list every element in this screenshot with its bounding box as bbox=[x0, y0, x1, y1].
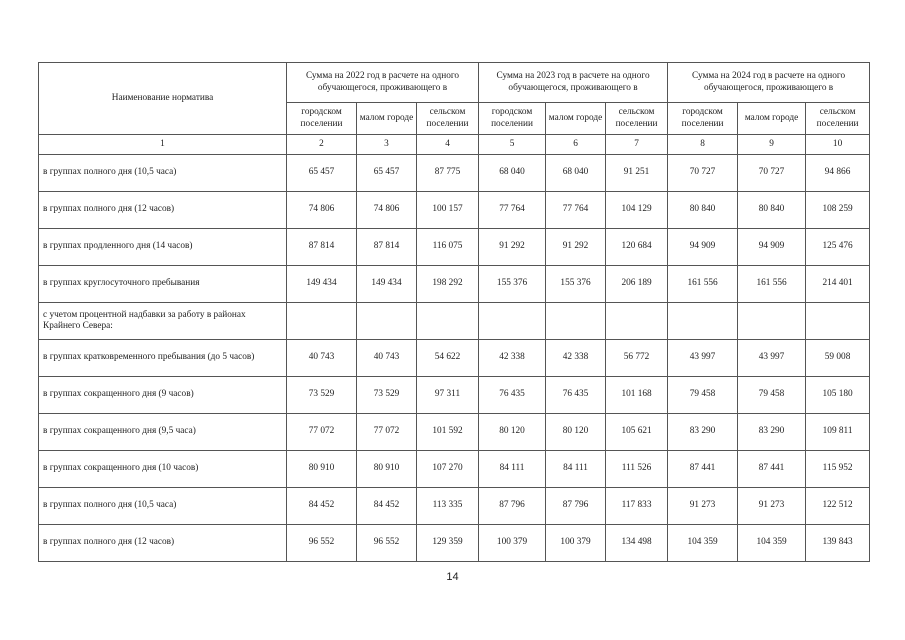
value-cell: 65 457 bbox=[287, 155, 357, 192]
column-index-cell: 1 bbox=[39, 135, 287, 155]
value-cell: 104 359 bbox=[738, 525, 806, 562]
column-index-cell: 10 bbox=[806, 135, 870, 155]
value-cell: 96 552 bbox=[357, 525, 417, 562]
value-cell: 109 811 bbox=[806, 414, 870, 451]
value-cell: 84 452 bbox=[287, 488, 357, 525]
value-cell: 129 359 bbox=[417, 525, 479, 562]
value-cell: 74 806 bbox=[287, 192, 357, 229]
value-cell: 77 072 bbox=[357, 414, 417, 451]
value-cell bbox=[806, 303, 870, 340]
norms-table bbox=[38, 62, 870, 562]
value-cell: 87 814 bbox=[287, 229, 357, 266]
value-cell: 155 376 bbox=[546, 266, 606, 303]
value-cell: 42 338 bbox=[479, 340, 546, 377]
value-cell: 87 775 bbox=[417, 155, 479, 192]
column-index-cell: 4 bbox=[417, 135, 479, 155]
header-sub-cell: малом городе bbox=[738, 103, 806, 135]
row-name-cell: в группах сокращенного дня (10 часов) bbox=[39, 451, 287, 488]
value-cell: 161 556 bbox=[738, 266, 806, 303]
row-name-cell: в группах полного дня (10,5 часа) bbox=[39, 488, 287, 525]
value-cell bbox=[668, 303, 738, 340]
column-index-cell: 6 bbox=[546, 135, 606, 155]
value-cell: 198 292 bbox=[417, 266, 479, 303]
table-row bbox=[39, 192, 870, 229]
row-name-cell: с учетом процентной надбавки за работу в районах Крайнего Севера: bbox=[39, 303, 287, 340]
header-sub-cell: сельском поселении bbox=[606, 103, 668, 135]
value-cell: 73 529 bbox=[287, 377, 357, 414]
value-cell: 80 120 bbox=[479, 414, 546, 451]
value-cell: 87 814 bbox=[357, 229, 417, 266]
value-cell: 42 338 bbox=[546, 340, 606, 377]
value-cell bbox=[738, 303, 806, 340]
value-cell: 87 796 bbox=[546, 488, 606, 525]
table-row bbox=[39, 229, 870, 266]
value-cell: 68 040 bbox=[479, 155, 546, 192]
value-cell bbox=[357, 303, 417, 340]
header-year-2024: Сумма на 2024 год в расчете на одного обучающегося, проживающего в bbox=[668, 63, 870, 103]
value-cell: 101 168 bbox=[606, 377, 668, 414]
value-cell bbox=[417, 303, 479, 340]
value-cell: 100 157 bbox=[417, 192, 479, 229]
value-cell: 80 910 bbox=[287, 451, 357, 488]
table-row bbox=[39, 377, 870, 414]
value-cell: 125 476 bbox=[806, 229, 870, 266]
value-cell: 87 441 bbox=[738, 451, 806, 488]
header-sub-cell: городском поселении bbox=[479, 103, 546, 135]
column-index-cell: 5 bbox=[479, 135, 546, 155]
value-cell: 40 743 bbox=[357, 340, 417, 377]
value-cell: 108 259 bbox=[806, 192, 870, 229]
column-index-cell: 7 bbox=[606, 135, 668, 155]
value-cell: 40 743 bbox=[287, 340, 357, 377]
value-cell: 80 120 bbox=[546, 414, 606, 451]
value-cell: 113 335 bbox=[417, 488, 479, 525]
value-cell: 91 273 bbox=[668, 488, 738, 525]
value-cell: 161 556 bbox=[668, 266, 738, 303]
value-cell: 105 621 bbox=[606, 414, 668, 451]
row-name-cell: в группах полного дня (12 часов) bbox=[39, 525, 287, 562]
value-cell: 100 379 bbox=[479, 525, 546, 562]
value-cell: 59 008 bbox=[806, 340, 870, 377]
value-cell: 100 379 bbox=[546, 525, 606, 562]
header-sub-cell: сельском поселении bbox=[417, 103, 479, 135]
value-cell bbox=[287, 303, 357, 340]
header-name-cell: Наименование норматива bbox=[39, 63, 287, 135]
value-cell: 206 189 bbox=[606, 266, 668, 303]
row-name-cell: в группах сокращенного дня (9,5 часа) bbox=[39, 414, 287, 451]
table-row bbox=[39, 414, 870, 451]
value-cell: 77 072 bbox=[287, 414, 357, 451]
value-cell: 91 292 bbox=[479, 229, 546, 266]
value-cell: 83 290 bbox=[668, 414, 738, 451]
column-index-cell: 2 bbox=[287, 135, 357, 155]
header-row-index bbox=[39, 135, 870, 155]
value-cell bbox=[546, 303, 606, 340]
value-cell: 79 458 bbox=[738, 377, 806, 414]
row-name-cell: в группах продленного дня (14 часов) bbox=[39, 229, 287, 266]
value-cell: 76 435 bbox=[546, 377, 606, 414]
value-cell: 74 806 bbox=[357, 192, 417, 229]
header-sub-cell: сельском поселении bbox=[806, 103, 870, 135]
value-cell: 83 290 bbox=[738, 414, 806, 451]
value-cell bbox=[606, 303, 668, 340]
value-cell: 84 452 bbox=[357, 488, 417, 525]
header-sub-cell: малом городе bbox=[546, 103, 606, 135]
value-cell: 65 457 bbox=[357, 155, 417, 192]
value-cell: 96 552 bbox=[287, 525, 357, 562]
value-cell: 134 498 bbox=[606, 525, 668, 562]
value-cell: 214 401 bbox=[806, 266, 870, 303]
value-cell: 111 526 bbox=[606, 451, 668, 488]
header-sub-cell: городском поселении bbox=[287, 103, 357, 135]
value-cell: 116 075 bbox=[417, 229, 479, 266]
value-cell: 91 292 bbox=[546, 229, 606, 266]
value-cell: 91 273 bbox=[738, 488, 806, 525]
row-name-cell: в группах кратковременного пребывания (до 5 часов) bbox=[39, 340, 287, 377]
value-cell: 115 952 bbox=[806, 451, 870, 488]
page-number: 14 bbox=[446, 571, 459, 583]
row-name-cell: в группах круглосуточного пребывания bbox=[39, 266, 287, 303]
value-cell: 84 111 bbox=[546, 451, 606, 488]
value-cell: 79 458 bbox=[668, 377, 738, 414]
table-row bbox=[39, 155, 870, 192]
value-cell: 80 910 bbox=[357, 451, 417, 488]
value-cell bbox=[479, 303, 546, 340]
value-cell: 54 622 bbox=[417, 340, 479, 377]
value-cell: 104 359 bbox=[668, 525, 738, 562]
header-sub-cell: городском поселении bbox=[668, 103, 738, 135]
value-cell: 101 592 bbox=[417, 414, 479, 451]
row-name-cell: в группах полного дня (10,5 часа) bbox=[39, 155, 287, 192]
row-name-cell: в группах сокращенного дня (9 часов) bbox=[39, 377, 287, 414]
value-cell: 68 040 bbox=[546, 155, 606, 192]
value-cell: 94 866 bbox=[806, 155, 870, 192]
value-cell: 149 434 bbox=[357, 266, 417, 303]
value-cell: 107 270 bbox=[417, 451, 479, 488]
value-cell: 84 111 bbox=[479, 451, 546, 488]
value-cell: 122 512 bbox=[806, 488, 870, 525]
value-cell: 43 997 bbox=[738, 340, 806, 377]
value-cell: 117 833 bbox=[606, 488, 668, 525]
table-row bbox=[39, 525, 870, 562]
value-cell: 94 909 bbox=[738, 229, 806, 266]
value-cell: 139 843 bbox=[806, 525, 870, 562]
value-cell: 87 796 bbox=[479, 488, 546, 525]
value-cell: 70 727 bbox=[668, 155, 738, 192]
header-sub-cell: малом городе bbox=[357, 103, 417, 135]
value-cell: 76 435 bbox=[479, 377, 546, 414]
column-index-cell: 9 bbox=[738, 135, 806, 155]
table-row-section bbox=[39, 303, 870, 340]
value-cell: 120 684 bbox=[606, 229, 668, 266]
header-year-2022: Сумма на 2022 год в расчете на одного обучающегося, проживающего в bbox=[287, 63, 479, 103]
row-name-cell: в группах полного дня (12 часов) bbox=[39, 192, 287, 229]
column-index-cell: 8 bbox=[668, 135, 738, 155]
table-row bbox=[39, 451, 870, 488]
value-cell: 97 311 bbox=[417, 377, 479, 414]
value-cell: 77 764 bbox=[479, 192, 546, 229]
value-cell: 87 441 bbox=[668, 451, 738, 488]
table-row bbox=[39, 266, 870, 303]
value-cell: 155 376 bbox=[479, 266, 546, 303]
value-cell: 56 772 bbox=[606, 340, 668, 377]
header-year-2023: Сумма на 2023 год в расчете на одного обучающегося, проживающего в bbox=[479, 63, 668, 103]
value-cell: 94 909 bbox=[668, 229, 738, 266]
value-cell: 43 997 bbox=[668, 340, 738, 377]
value-cell: 80 840 bbox=[668, 192, 738, 229]
value-cell: 80 840 bbox=[738, 192, 806, 229]
column-index-cell: 3 bbox=[357, 135, 417, 155]
table-row bbox=[39, 340, 870, 377]
value-cell: 70 727 bbox=[738, 155, 806, 192]
value-cell: 73 529 bbox=[357, 377, 417, 414]
value-cell: 149 434 bbox=[287, 266, 357, 303]
value-cell: 105 180 bbox=[806, 377, 870, 414]
table-row bbox=[39, 488, 870, 525]
value-cell: 104 129 bbox=[606, 192, 668, 229]
value-cell: 91 251 bbox=[606, 155, 668, 192]
value-cell: 77 764 bbox=[546, 192, 606, 229]
header-row-years bbox=[39, 63, 870, 103]
